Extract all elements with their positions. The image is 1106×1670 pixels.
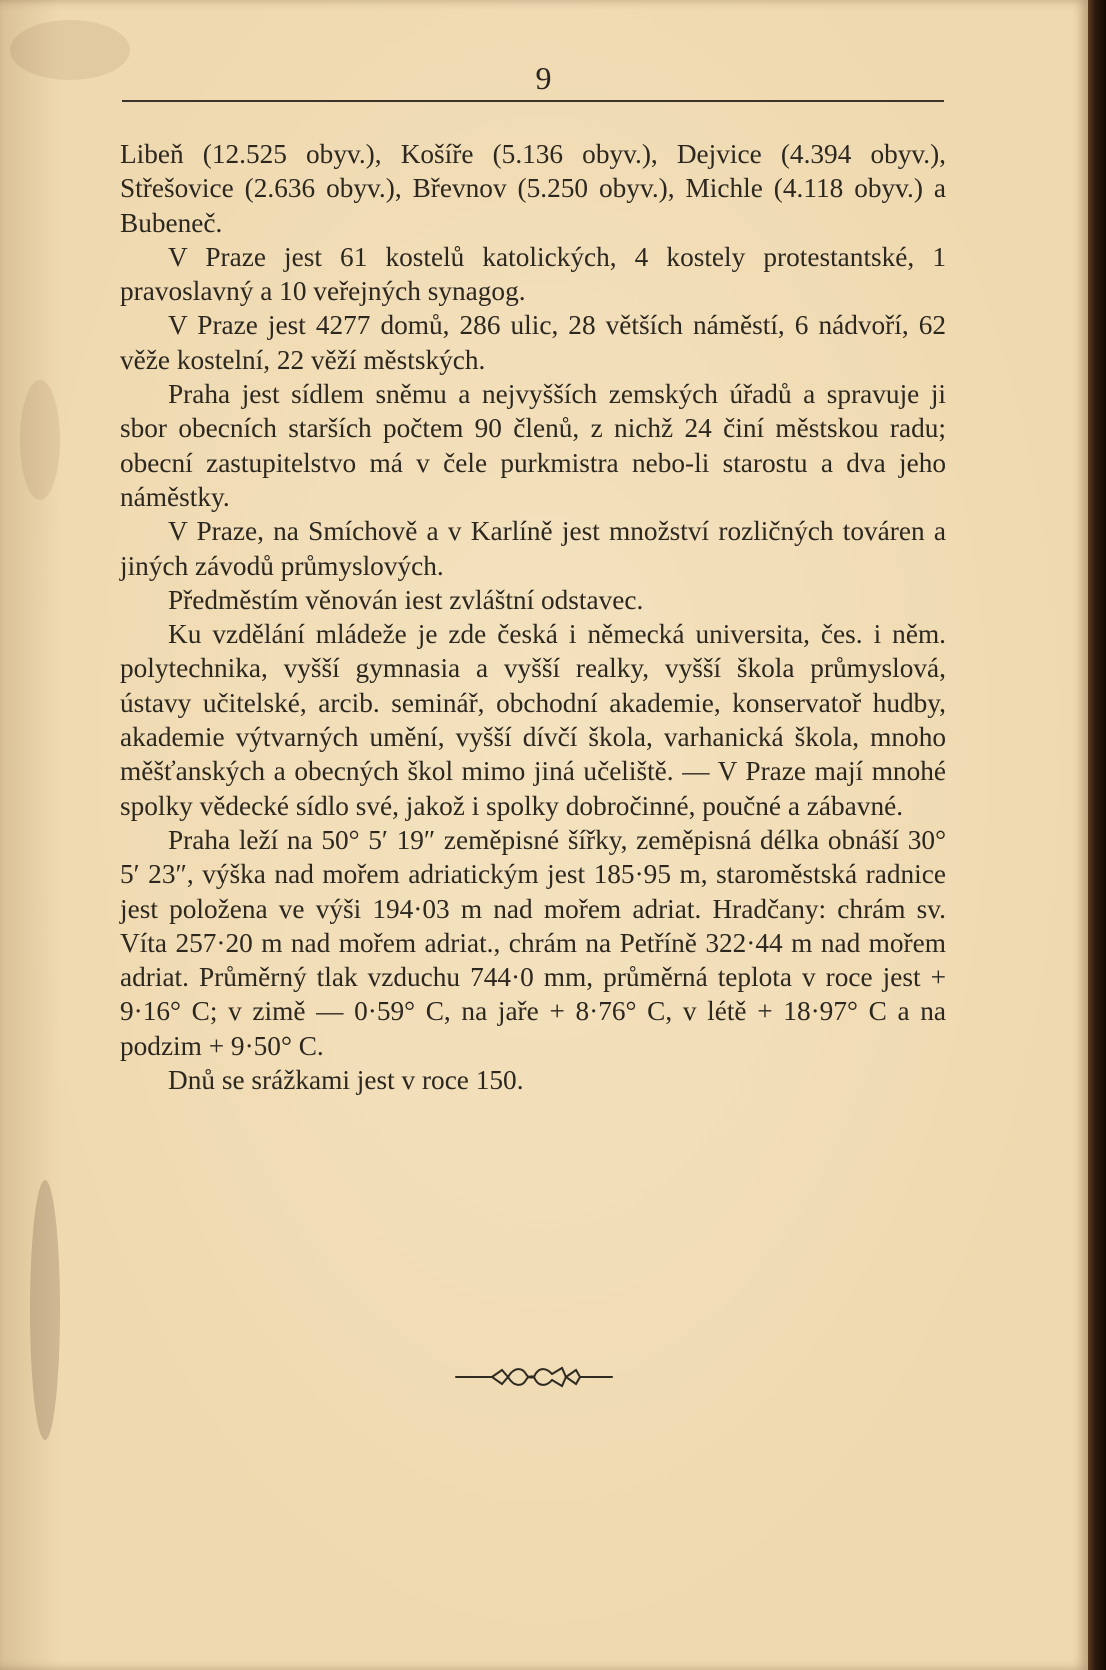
paragraph-churches: V Praze jest 61 kostelů katolických, 4 kostely protestantské, 1 pravoslavný a 10 veřejných synagog.	[120, 241, 946, 307]
book-binding-edge	[1088, 0, 1106, 1670]
paragraph-houses: V Praze jest 4277 domů, 286 ulic, 28 větších náměstí, 6 nádvoří, 62 věže kostelní, 22 věží městských.	[120, 310, 946, 375]
paragraph-education: Ku vzdělání mládeže je zde česká i německá universita, čes. i něm. polytechnika, vyšší gymnasia a vyšší realky, vyšší škola průmyslová, ústavy učitelské, arcib. seminář, obchodní akademie, konservatoř hudby, akademie výtvarných umění, vyšší dívčí škola, varhanická škola, mnoho měšťanských a obecných škol mimo jiná učeliště. — V Praze mají mnohé spolky vědecké sídlo své, jakož i spolky dobročinné, poučné a zábavné.	[120, 619, 946, 821]
paragraph-geography: Praha leží na 50° 5′ 19″ zeměpisné šířky, zeměpisná délka obnáší 30° 5′ 23″, výška nad mořem adriatickým jest 185·95 m, staroměstská radnice jest položena ve výši 194·03 m nad mořem adriat. Hradčany: chrám sv. Víta 257·20 m nad mořem adriat., chrám na Petříně 322·44 m nad mořem adriat. Průměrný tlak vzduchu 744·0 mm, průměrná teplota v roce jest + 9·16° C; v zimě — 0·59° C, na jaře + 8·76° C, v létě + 18·97° C a na podzim + 9·50° C.	[120, 824, 946, 1061]
body-text	[120, 137, 946, 1097]
decorative-flourish-icon	[454, 1362, 614, 1392]
paragraph-suburbs: Předměstím věnován iest zvláštní odstavec.	[168, 584, 644, 615]
paper-stain	[20, 380, 60, 500]
paper-stain	[30, 1180, 60, 1440]
paragraph-districts: Libeň (12.525 obyv.), Košíře (5.136 obyv.), Dejvice (4.394 obyv.), Střešovice (2.636 obyv.), Břevnov (5.250 obyv.), Michle (4.118 obyv.) a Bubeneč.	[120, 139, 946, 238]
paragraph-precipitation: Dnů se srážkami jest v roce 150.	[168, 1065, 524, 1096]
paragraph-factories: V Praze, na Smíchově a v Karlíně jest množství rozličných továren a jiných závodů průmyslových.	[120, 516, 946, 581]
page-number: 9	[535, 60, 553, 96]
paragraph-administration: Praha jest sídlem sněmu a nejvyšších zemských úřadů a spravuje ji sbor obecních starších počtem 90 členů, z nichž 24 činí městskou radu; obecní zastupitelstvo má v čele purkmistra nebo-li starostu a dva jeho náměstky.	[120, 379, 946, 512]
header-rule	[122, 100, 944, 102]
